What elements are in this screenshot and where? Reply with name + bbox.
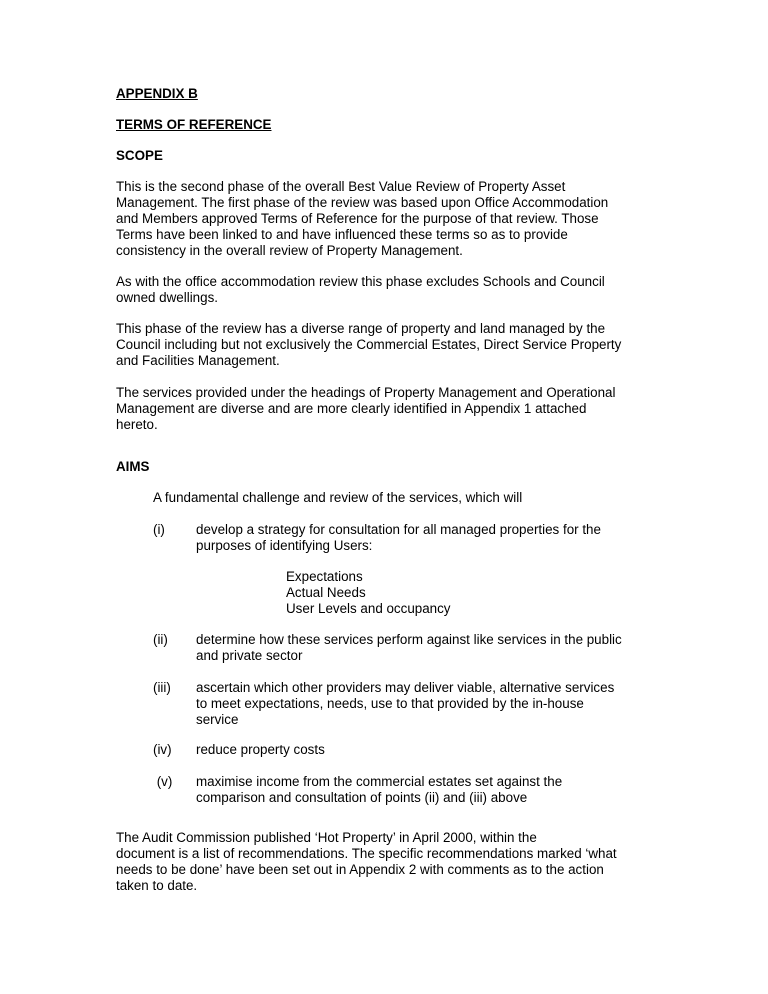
scope-paragraph-2: As with the office accommodation review this phase excludes Schools and Council owned dwellings. bbox=[116, 274, 605, 305]
item-number: (i) bbox=[153, 522, 165, 537]
sublist-item: Actual Needs bbox=[286, 585, 366, 600]
scope-paragraph-1: This is the second phase of the overall Best Value Review of Property Asset Management. The first phase of the review was based upon Office Accommodation and Members approved Terms of Reference for the purpose of that review. Those Terms have been linked to and have influenced these terms so as to provide consistency in the overall review of Property Management. bbox=[116, 179, 609, 258]
sublist-item: User Levels and occupancy bbox=[286, 601, 451, 616]
item-text: develop a strategy for consultation for all managed properties for the purposes of identifying Users: bbox=[196, 522, 601, 553]
closing-paragraph: The Audit Commission published ‘Hot Property’ in April 2000, within the document is a list of recommendations. The specific recommendations marked ‘what needs to be done’ have been set out in Appendix 2 with comments as to the action taken to date. bbox=[116, 830, 617, 893]
item-number: (v) bbox=[153, 774, 173, 789]
item-number: (iv) bbox=[153, 742, 172, 757]
scope-paragraph-4: The services provided under the headings of Property Management and Operational Management are diverse and are more clearly identified in Appendix 1 attached hereto. bbox=[116, 385, 616, 432]
aims-heading: AIMS bbox=[116, 459, 150, 474]
appendix-heading: APPENDIX B bbox=[116, 86, 198, 101]
scope-heading: SCOPE bbox=[116, 148, 163, 163]
sublist-item: Expectations bbox=[286, 569, 363, 584]
item-number: (ii) bbox=[153, 632, 168, 647]
aims-intro: A fundamental challenge and review of the services, which will bbox=[153, 490, 523, 505]
item-number: (iii) bbox=[153, 680, 171, 695]
item-text: ascertain which other providers may deliver viable, alternative services to meet expectations, needs, use to that provided by the in-house service bbox=[196, 680, 615, 727]
terms-heading: TERMS OF REFERENCE bbox=[116, 117, 272, 132]
scope-paragraph-3: This phase of the review has a diverse range of property and land managed by the Council including but not exclusively the Commercial Estates, Direct Service Property and Facilities Management. bbox=[116, 321, 622, 368]
item-text: reduce property costs bbox=[196, 742, 325, 757]
item-text: maximise income from the commercial estates set against the comparison and consultation of points (ii) and (iii) above bbox=[196, 774, 563, 805]
item-text: determine how these services perform against like services in the public and private sector bbox=[196, 632, 622, 663]
